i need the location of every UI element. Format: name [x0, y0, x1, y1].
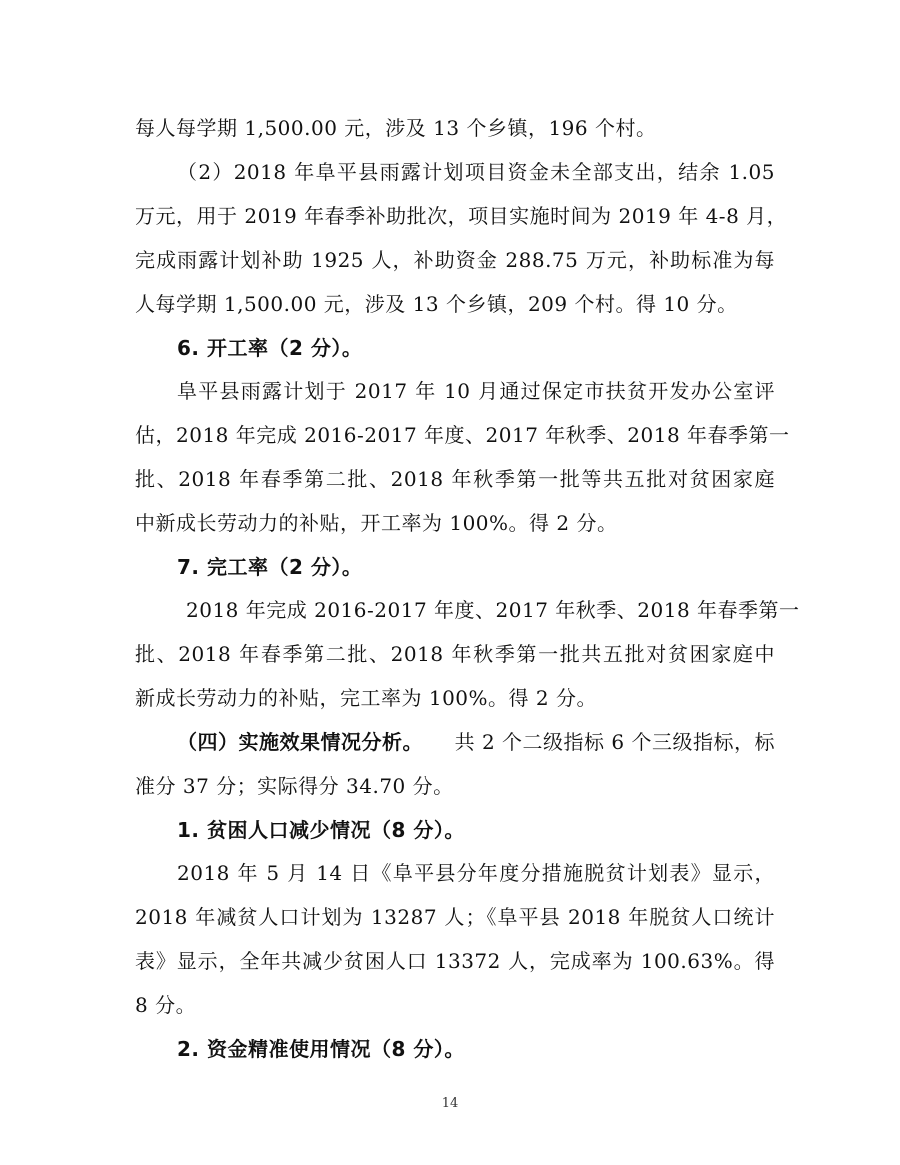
paragraph-line: 完成雨露计划补助 1925 人，补助资金 288.75 万元，补助标准为每	[135, 248, 775, 272]
paragraph-line: 2018 年完成 2016-2017 年度、2017 年秋季、2018 年春季第一	[186, 598, 800, 622]
section-heading: 7. 完工率（2 分）。	[177, 555, 363, 579]
section-heading: 6. 开工率（2 分）。	[177, 336, 363, 360]
paragraph-line: 2018 年减贫人口计划为 13287 人；《阜平县 2018 年脱贫人口统计	[135, 905, 775, 929]
section-heading-inline: （四）实施效果情况分析。	[177, 730, 423, 754]
section-heading: 2. 资金精准使用情况（8 分）。	[177, 1037, 465, 1061]
paragraph-line: （2）2018 年阜平县雨露计划项目资金未全部支出，结余 1.05	[177, 160, 775, 184]
paragraph-line: 新成长劳动力的补贴，完工率为 100%。得 2 分。	[135, 686, 597, 710]
section-heading: 1. 贫困人口减少情况（8 分）。	[177, 818, 465, 842]
paragraph-line: 表》显示，全年共减少贫困人口 13372 人，完成率为 100.63%。得	[135, 949, 775, 973]
paragraph-line: 人每学期 1,500.00 元，涉及 13 个乡镇，209 个村。得 10 分。	[135, 292, 738, 316]
paragraph-line: 8 分。	[135, 993, 197, 1017]
paragraph-line: 每人每学期 1,500.00 元，涉及 13 个乡镇，196 个村。	[135, 116, 657, 140]
page-number: 14	[441, 1096, 459, 1111]
paragraph-line: 2018 年 5 月 14 日《阜平县分年度分措施脱贫计划表》显示，	[177, 861, 775, 885]
paragraph-line: 批、2018 年春季第二批、2018 年秋季第一批等共五批对贫困家庭	[135, 467, 775, 491]
paragraph-line: 批、2018 年春季第二批、2018 年秋季第一批共五批对贫困家庭中	[135, 642, 775, 666]
paragraph-line: 万元，用于 2019 年春季补助批次，项目实施时间为 2019 年 4-8 月，	[135, 204, 788, 228]
paragraph-line: 估，2018 年完成 2016-2017 年度、2017 年秋季、2018 年春季第一	[135, 423, 790, 447]
paragraph-line: 中新成长劳动力的补贴，开工率为 100%。得 2 分。	[135, 511, 618, 535]
paragraph-line	[177, 729, 775, 755]
paragraph-line: 准分 37 分；实际得分 34.70 分。	[135, 774, 454, 798]
section-summary: 共 2 个二级指标 6 个三级指标，标	[454, 730, 775, 754]
paragraph-line: 阜平县雨露计划于 2017 年 10 月通过保定市扶贫开发办公室评	[177, 379, 775, 403]
